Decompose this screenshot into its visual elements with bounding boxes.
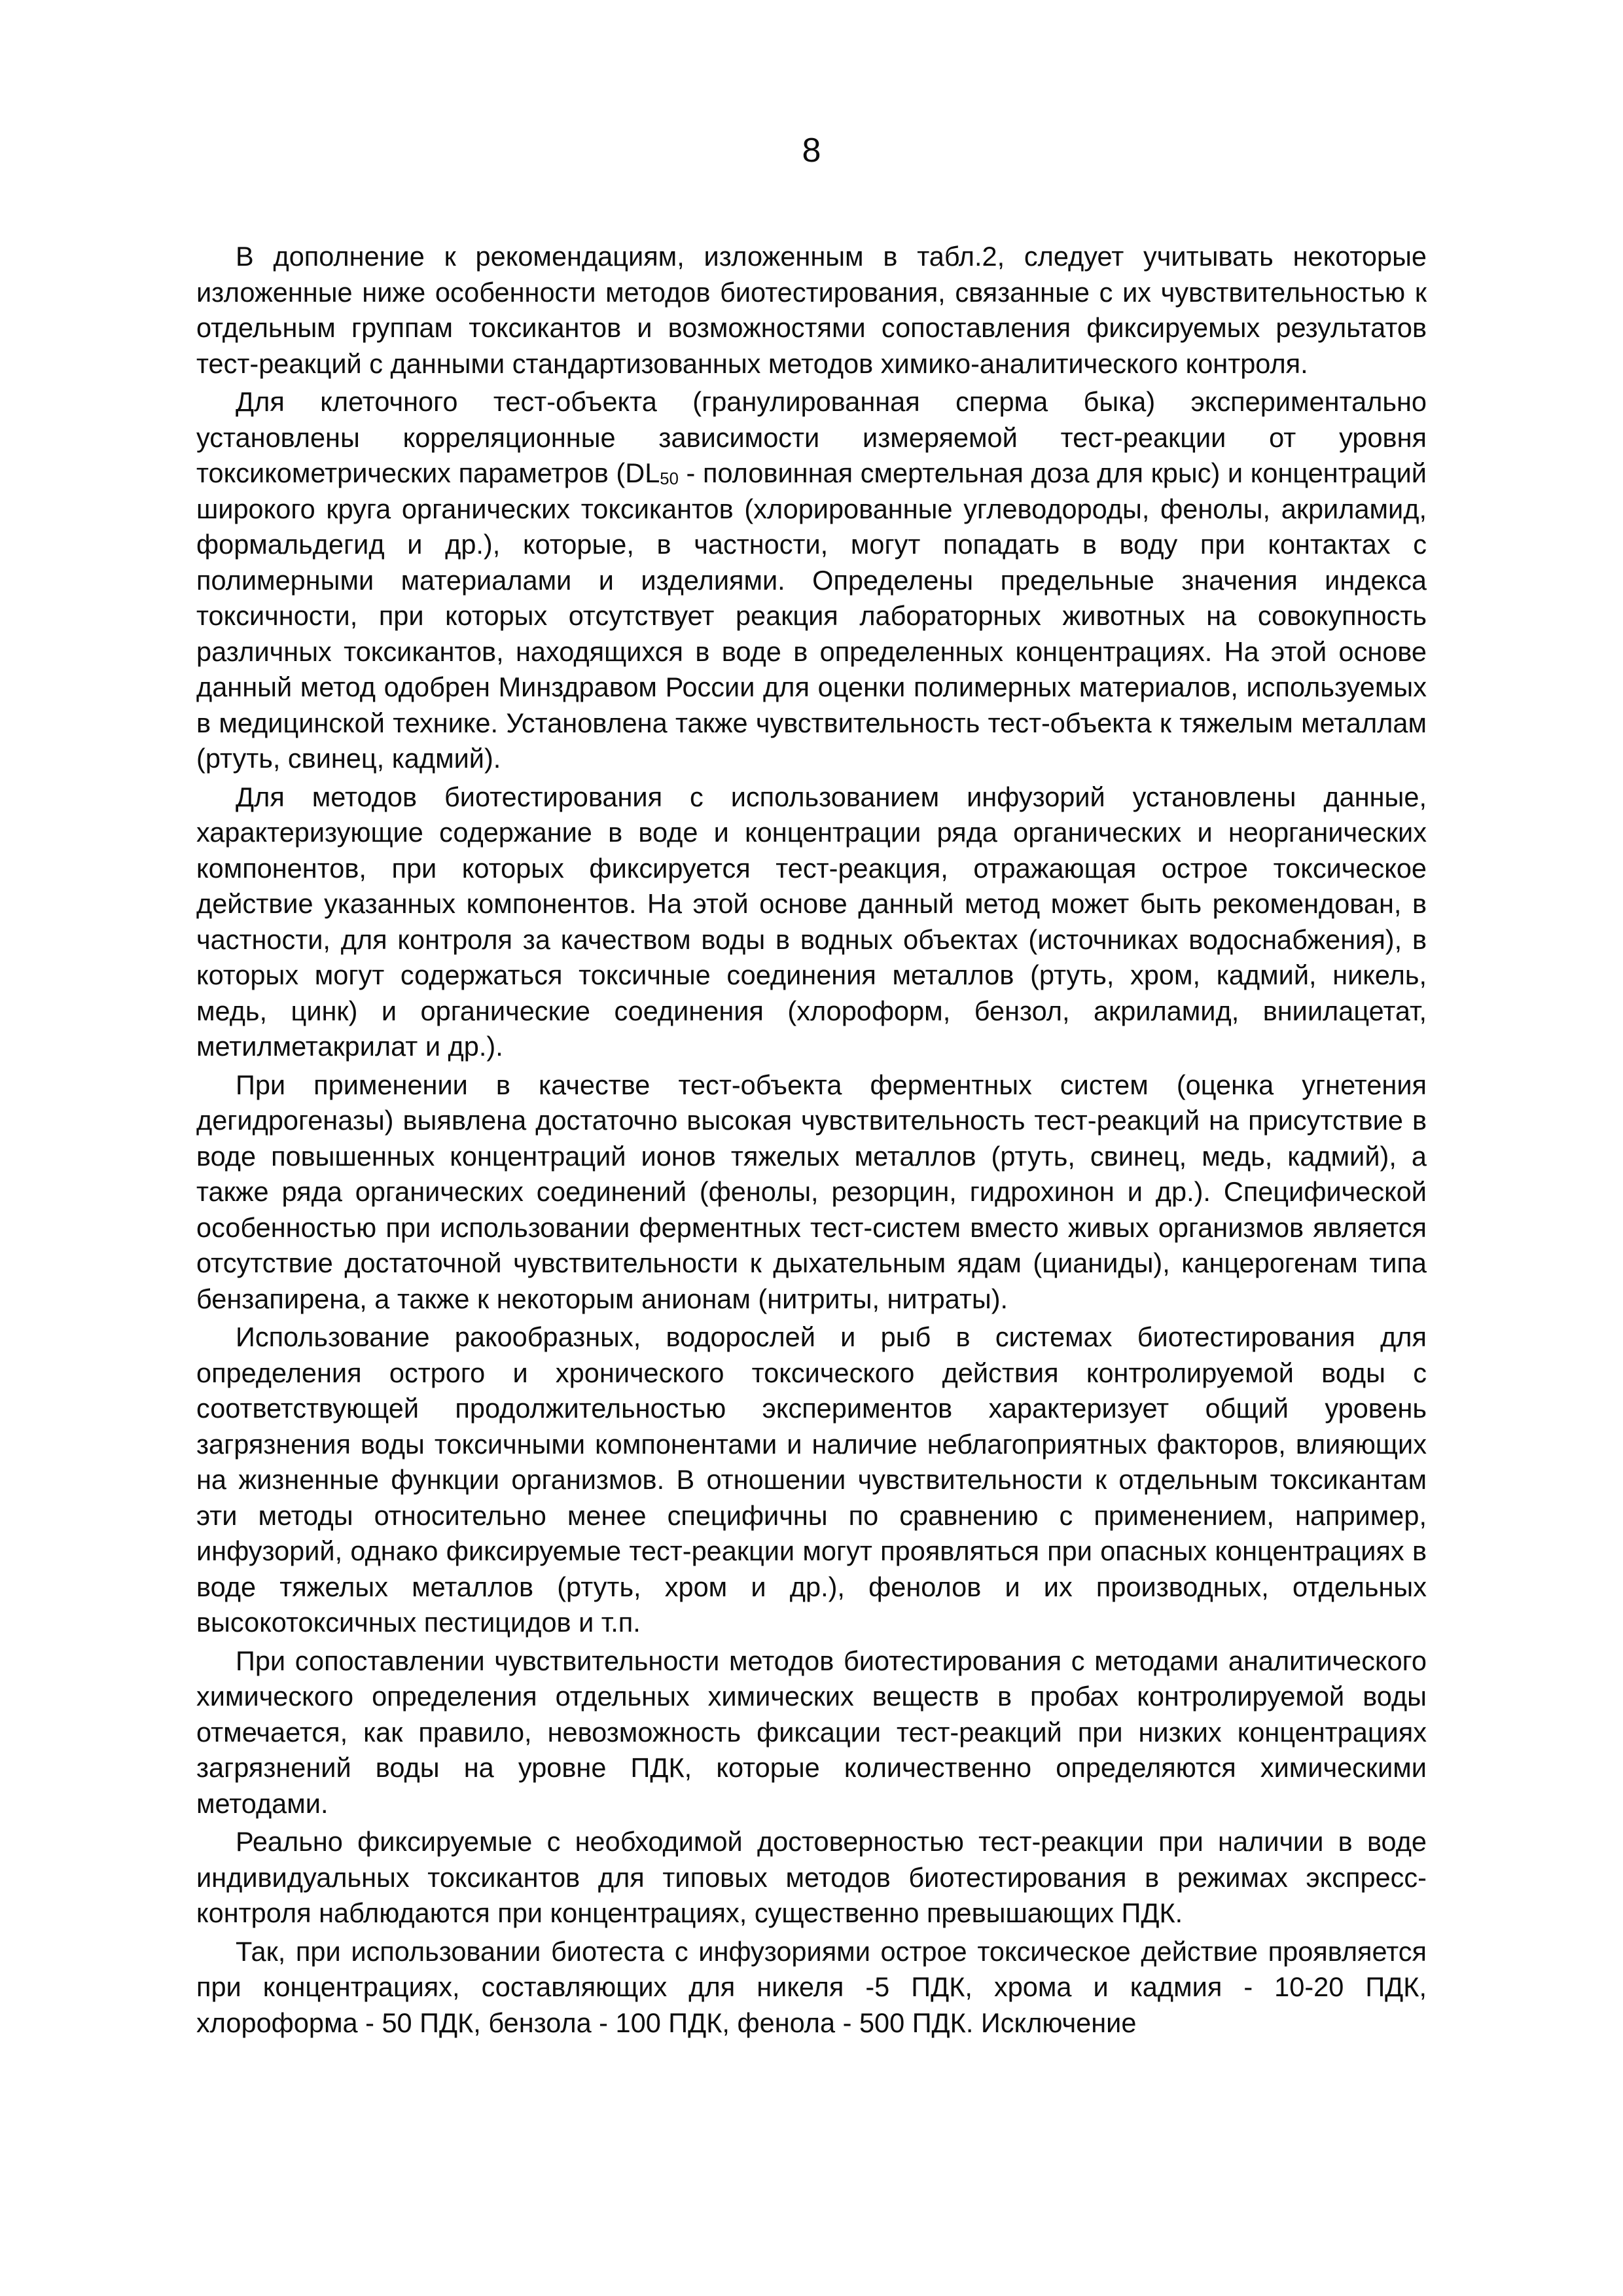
paragraph-express-control: Реально фиксируемые с необходимой достоверностью тест-реакции при наличии в воде индивидуальных токсикантов для типовых методов биотестирования в режимах экспресс-контроля наблюдаются при концентрациях, существенно превышающих ПДК. — [196, 1826, 1427, 1928]
paragraph-infusoria-thresholds: Так, при использовании биотеста с инфузориями острое токсическое действие проявляется при концентрациях, составляющих для никеля -5 ПДК, хрома и кадмия - 10-20 ПДК, хлороформа - 50 ПДК, бензола - 100 ПДК, фенола - 500 ПДК. Исключение — [196, 1935, 1427, 2038]
paragraph-recommendations: В дополнение к рекомендациям, изложенным в табл.2, следует учитывать некоторые изложенные ниже особенности методов биотестирования, связанные с их чувствительностью к отдельным группам токсикантов и возможностями сопоставления фиксируемых результатов тест-реакций с данными стандартизованных методов химико-аналитического контроля. — [196, 241, 1427, 379]
body-text — [196, 239, 1427, 2041]
paragraph-cell-test-object — [196, 384, 1427, 777]
paragraph-sensitivity-comparison: При сопоставлении чувствительности методов биотестирования с методами аналитического химического определения отдельных химических веществ в пробах контролируемой воды отмечается, как правило, невозможность фиксации тест-реакций при низких концентрациях загрязнений воды на уровне ПДК, которые количественно определяются химическими методами. — [196, 1645, 1427, 1819]
paragraph-crustaceans-algae-fish: Использование ракообразных, водорослей и рыб в системах биотестирования для определения острого и хронического токсического действия контролируемой воды с соответствующей продолжительностью экспериментов характеризует общий уровень загрязнения воды токсичными компонентами и наличие неблагоприятных факторов, влияющих на жизненные функции организмов. В отношении чувствительности к отдельным токсикантам эти методы относительно менее специфичны по сравнению с применением, например, инфузорий, однако фиксируемые тест-реакции могут проявляться при опасных концентрациях в воде тяжелых металлов (ртуть, хром и др.), фенолов и их производных, отдельных высокотоксичных пестицидов и т.п. — [196, 1321, 1427, 1638]
paragraph-infusoria-methods: Для методов биотестирования с использованием инфузорий установлены данные, характеризующие содержание в воде и концентрации ряда органических и неорганических компонентов, при которых фиксируется тест-реакция, отражающая острое токсическое действие указанных компонентов. На этой основе данный метод может быть рекомендован, в частности, для контроля за качеством воды в водных объектах (источниках водоснабжения), в которых могут содержаться токсичные соединения металлов (ртуть, хром, кадмий, никель, медь, цинк) и органические соединения (хлороформ, бензол, акриламид, вниилацетат, метилметакрилат и др.). — [196, 781, 1427, 1062]
page-number: 8 — [802, 132, 821, 170]
paragraph-cell-text-start: Для клеточного тест-объекта (гранулированная сперма быка) экспериментально установлены корреляционные зависимости измеряемой тест-реакции от уровня токсикометрических параметров (DL — [196, 386, 1427, 488]
dl-subscript: 50 — [660, 470, 679, 489]
paragraph-cell-text-end: - половинная смертельная доза для крыс) и концентраций широкого круга органических токсикантов (хлорированные углеводороды, фенолы, акриламид, формальдегид и др.), которые, в частности, могут попадать в воду при контактах с полимерными материалами и изделиями. Определены предельные значения индекса токсичности, при которых отсутствует реакция лабораторных животных на совокупность различных токсикантов, находящихся в воде в определенных концентрациях. На этой основе данный метод одобрен Минздравом России для оценки полимерных материалов, используемых в медицинской технике. Установлена также чувствительность тест-объекта к тяжелым металлам (ртуть, свинец, кадмий). — [196, 457, 1427, 774]
paragraph-enzyme-systems: При применении в качестве тест-объекта ферментных систем (оценка угнетения дегидрогеназы) выявлена достаточно высокая чувствительность тест-реакций на присутствие в воде повышенных концентраций ионов тяжелых металлов (ртуть, свинец, медь, кадмий), а также ряда органических соединений (фенолы, резорцин, гидрохинон и др.). Специфической особенностью при использовании ферментных тест-систем вместо живых организмов является отсутствие достаточной чувствительности к дыхательным ядам (цианиды), канцерогенам типа бензапирена, а также к некоторым анионам (нитриты, нитраты). — [196, 1069, 1427, 1314]
